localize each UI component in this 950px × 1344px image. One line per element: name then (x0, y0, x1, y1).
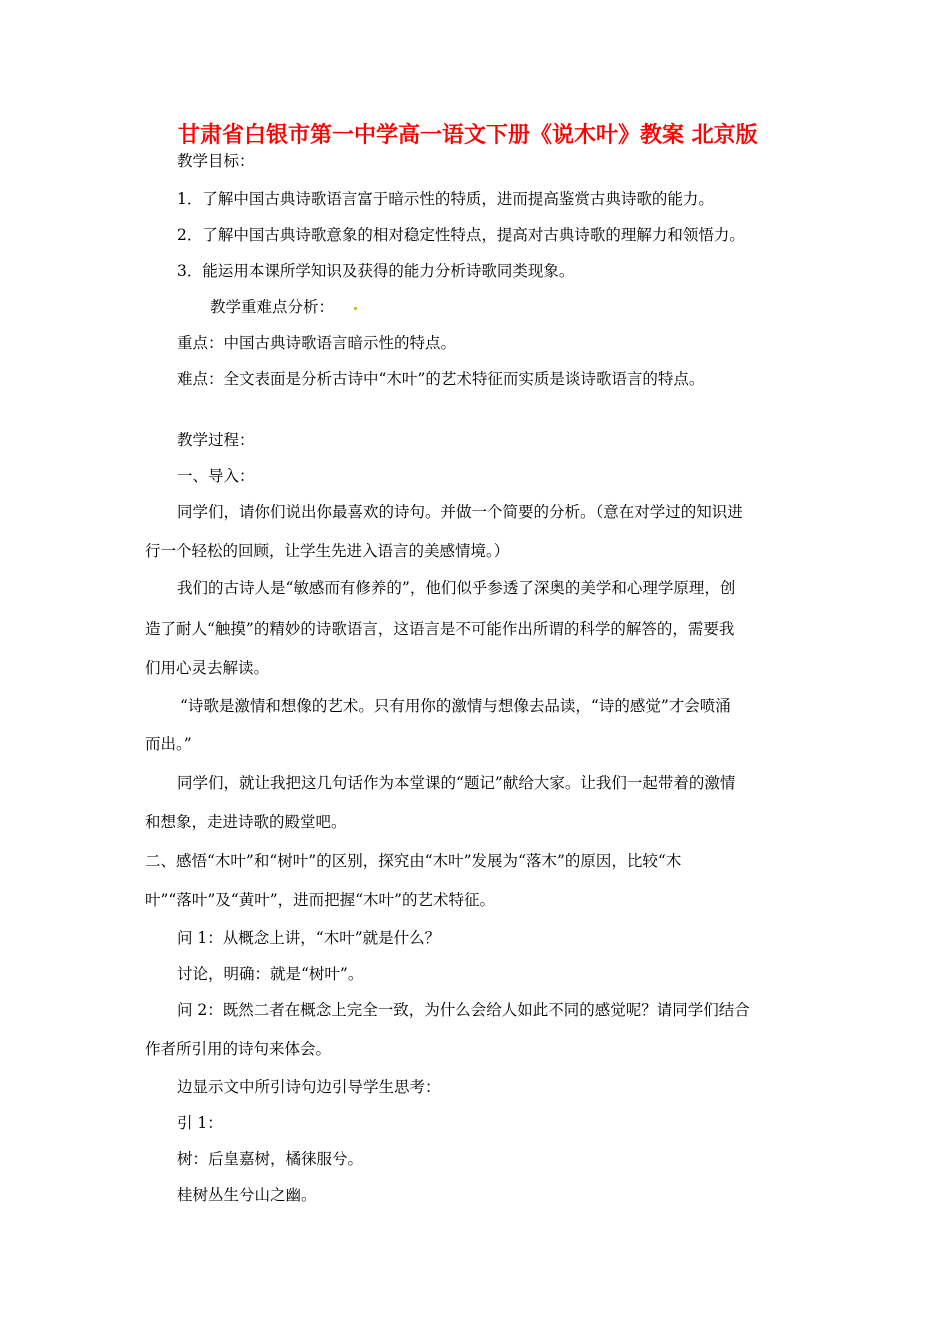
text-line: 1．了解中国古典诗歌语言富于暗示性的特质，进而提高鉴赏古典诗歌的能力。 (177, 190, 714, 208)
text-line: 作者所引用的诗句来体会。 (145, 1040, 332, 1058)
text-line: 2．了解中国古典诗歌意象的相对稳定性特点，提高对古典诗歌的理解力和领悟力。 (177, 226, 745, 244)
text-line: 我们的古诗人是“敏感而有修养的”，他们似乎参透了深奥的美学和心理学原理，创 (177, 579, 736, 597)
text-line: 教学过程： (177, 431, 255, 449)
dot-mark (354, 307, 357, 310)
text-line: 讨论，明确：就是“树叶”。 (177, 965, 364, 983)
text-line: 行一个轻松的回顾，让学生先进入语言的美感情境。） (145, 542, 510, 560)
text-line: 一、导入： (177, 467, 255, 485)
text-line: 同学们，就让我把这几句话作为本堂课的“题记”献给大家。让我们一起带着的激情 (177, 774, 736, 792)
text-line: 难点：全文表面是分析古诗中“木叶”的艺术特征而实质是谈诗歌语言的特点。 (177, 370, 705, 388)
text-line: 问 1：从概念上讲，“木叶”就是什么？ (177, 929, 441, 947)
text-line: 3．能运用本课所学知识及获得的能力分析诗歌同类现象。 (177, 262, 575, 280)
text-line: 们用心灵去解读。 (145, 659, 270, 677)
text-line: 引 1： (177, 1114, 223, 1132)
text-line: 问 2：既然二者在概念上完全一致，为什么会给人如此不同的感觉呢？请同学们结合 (177, 1001, 750, 1019)
text-line: 叶”“落叶”及“黄叶”，进而把握“木叶”的艺术特征。 (145, 891, 495, 909)
text-line: 边显示文中所引诗句边引导学生思考： (177, 1078, 441, 1096)
text-span: 教学重难点分析： (210, 298, 335, 316)
text-line: 和想象，走进诗歌的殿堂吧。 (145, 813, 347, 831)
text-line: 桂树丛生兮山之幽。 (177, 1186, 317, 1204)
text-line: 而出。” (145, 735, 192, 753)
text-line: “诗歌是激情和想像的艺术。只有用你的激情与想像去品读，“诗的感觉”才会喷涌 (180, 697, 731, 715)
text-line: 教学目标： (177, 152, 255, 170)
text-line: 树：后皇嘉树，橘徕服兮。 (177, 1150, 364, 1168)
text-line: 重点：中国古典诗歌语言暗示性的特点。 (177, 334, 457, 352)
text-line: 二、感悟“木叶”和“树叶”的区别，探究由“木叶”发展为“落木”的原因，比较“木 (145, 852, 682, 870)
text-line: 同学们，请你们说出你最喜欢的诗句。并做一个简要的分析。（意在对学过的知识进 (177, 503, 743, 521)
text-line: 造了耐人“触摸”的精妙的诗歌语言，这语言是不可能作出所谓的科学的解答的，需要我 (145, 620, 735, 638)
text-line (210, 296, 357, 318)
document-title: 甘肃省白银市第一中学高一语文下册《说木叶》教案 北京版 (178, 123, 758, 148)
